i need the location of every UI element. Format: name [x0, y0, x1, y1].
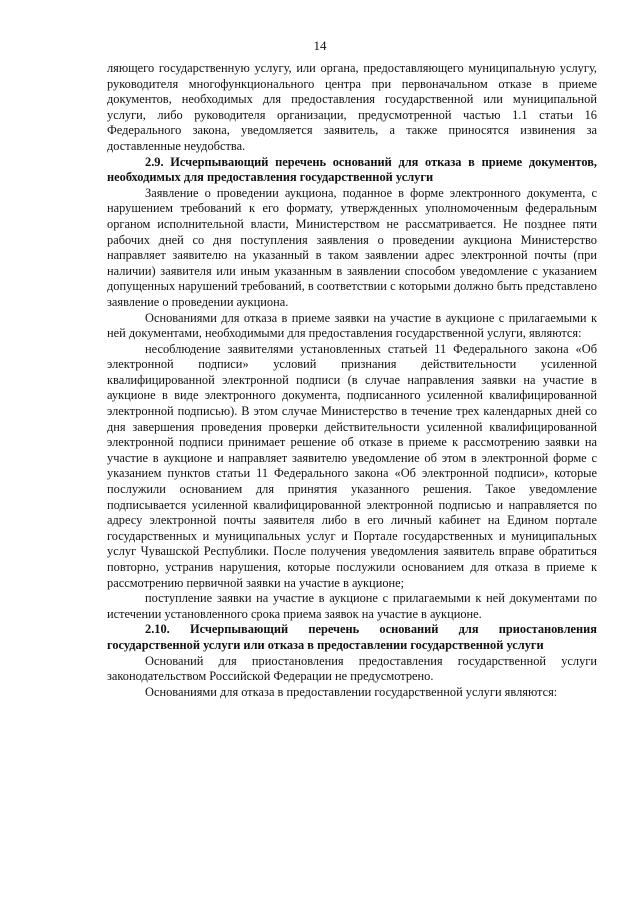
paragraph-2-9-grounds-intro: Основаниями для отказа в приеме заявки на участие в аукционе с прилагаемыми к ней документами, необходимыми для предоставления государственной услуги, являются: [107, 310, 597, 341]
paragraph-intro: ляющего государственную услугу, или органа, предоставляющего муниципальную услугу, руководителя многофункционального центра при первоначальном отказе в приеме документов, необходимых для предоставления государственной или муниципальной услуги, либо руководителя организации, предусмотренной частью 1.1 статьи 16 Федерального закона, уведомляется заявитель, а также приносятся извинения за доставленные неудобства. [107, 61, 597, 153]
page-number: 14 [313, 38, 327, 53]
section-heading-2-9: 2.9. Исчерпывающий перечень оснований для отказа в приеме документов, необходимых для предоставления государственной услуги [107, 154, 597, 185]
paragraph-2-10-refusal-grounds: Основаниями для отказа в предоставлении государственной услуги являются: [145, 684, 558, 699]
paragraph-2-9-signature-noncompliance: несоблюдение заявителями установленных статьей 11 Федерального закона «Об электронной подписи» условий признания действительности усиленной квалифицированной электронной подписи (в случае направления заявки на участие в аукционе в виде электронного документа, подписанного усиленной квалифицированной электронной подписью). В этом случае Министерство в течение трех календарных дней со дня завершения проведения проверки действительности усиленной квалифицированной электронной подписи принимает решение об отказе в приеме к рассмотрению заявки на участие в аукционе и направляет заявителю уведомление об этом в электронной форме с указанием пунктов статьи 11 Федерального закона «Об электронной подписи», которые послужили основанием для принятия указанного решения. Такое уведомление подписывается усиленной квалифицированной электронной подписью и направляется по адресу электронной почты заявителя либо в его личный кабинет на Едином портале государственных и муниципальных услуг и Портале государственных и муниципальных услуг Чувашской Республики. После получения уведомления заявитель вправе обратиться повторно, устранив нарушения, которые послужили основанием для отказа в приеме к рассмотрению первичной заявки на участие в аукционе; [107, 341, 597, 590]
paragraph-2-9-application-format: Заявление о проведении аукциона, поданное в форме электронного документа, с нарушением требований к его формату, утвержденных уполномоченным федеральным органом исполнительной власти, Министерством не рассматривается. Не позднее пяти рабочих дней со дня поступления заявления о проведении аукциона Министерство направляет заявителю на указанный в таком заявлении адрес электронной почты (при наличии) заявителя или иным указанным в заявлении способом уведомление с указанием допущенных нарушений требований, в соответствии с которыми должно быть представлено заявление о проведении аукциона. [107, 185, 597, 309]
document-body [107, 61, 597, 700]
paragraph-2-10-no-suspension: Оснований для приостановления предоставления государственной услуги законодательством Российской Федерации не предусмотрено. [107, 653, 597, 684]
section-heading-2-10: 2.10. Исчерпывающий перечень оснований для приостановления государственной услуги или отказа в предоставлении государственной услуги [107, 622, 597, 652]
paragraph-2-9-late-submission: поступление заявки на участие в аукционе с прилагаемыми к ней документами по истечении установленного срока приема заявок на участие в аукционе. [107, 591, 597, 621]
